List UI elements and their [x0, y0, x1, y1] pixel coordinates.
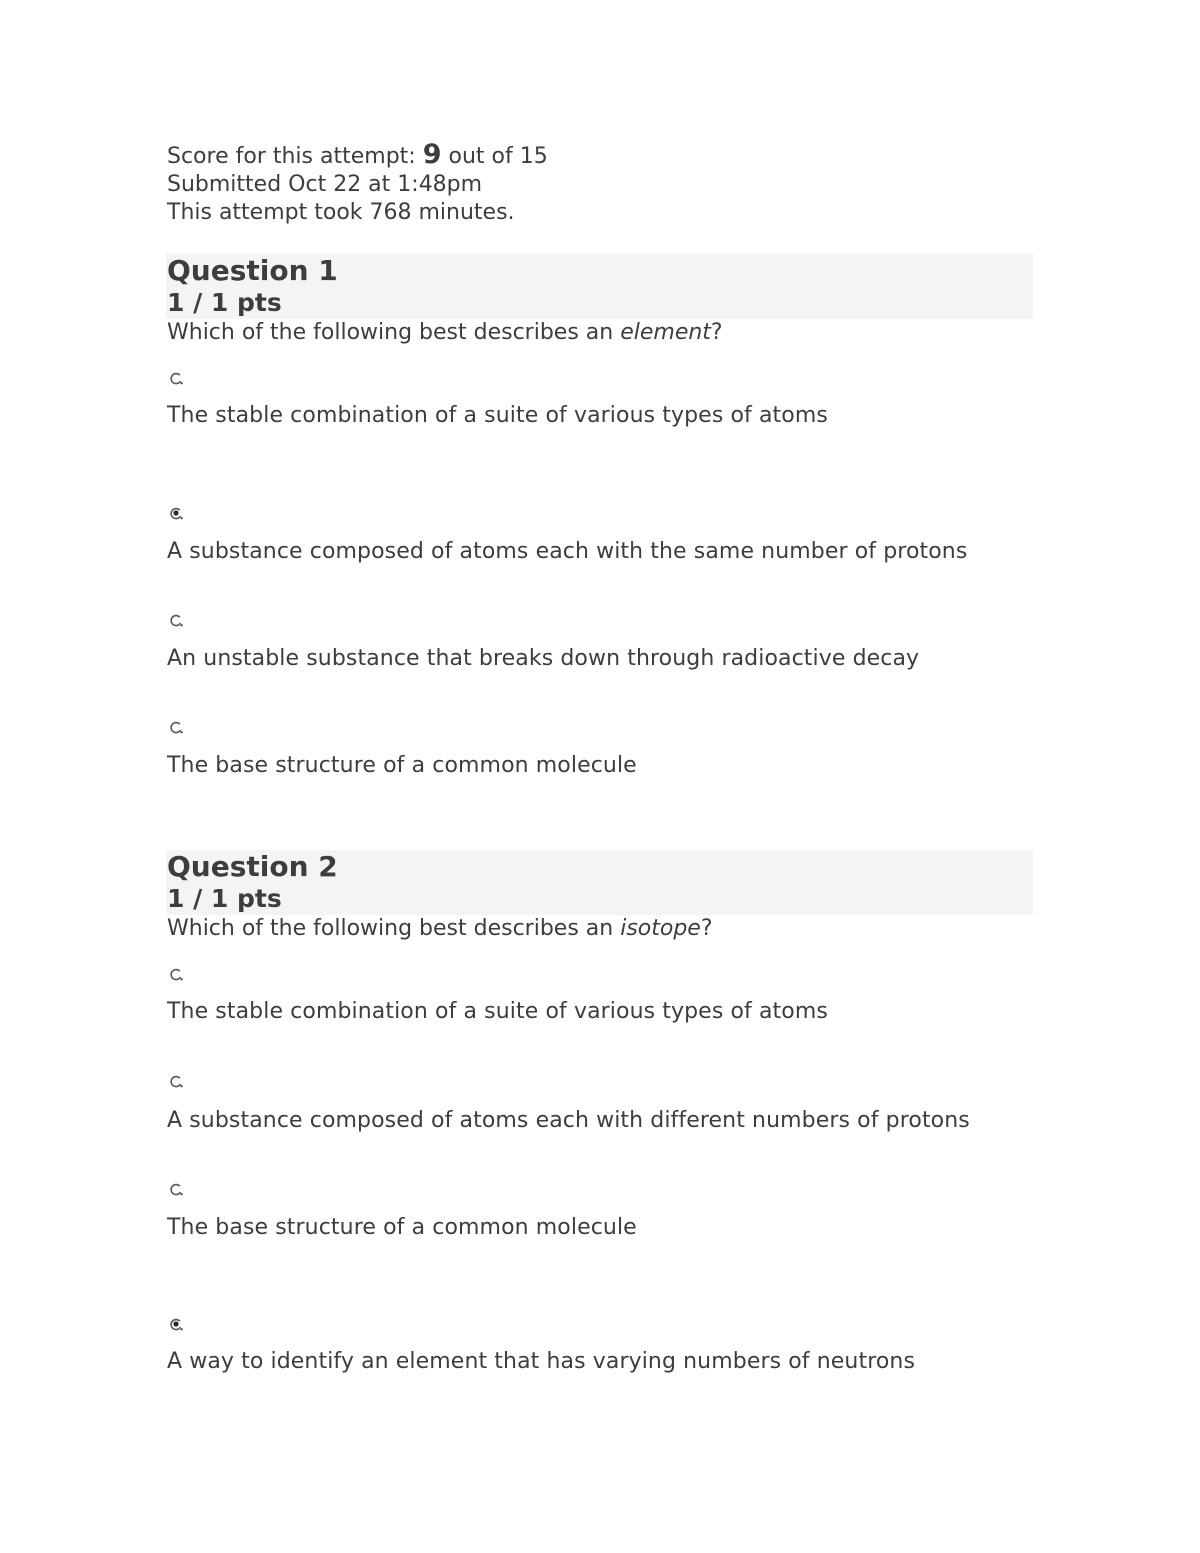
question-2-prompt-end: ?: [700, 916, 713, 941]
question-2-prompt: [167, 915, 713, 943]
question-1-prompt-text: Which of the following best describes an: [167, 320, 621, 345]
answer-q1-a3[interactable]: An unstable substance that breaks down through radioactive decay: [167, 646, 920, 671]
submitted-date: Submitted Oct 22 at 1:48pm: [167, 172, 483, 197]
answer-q2-a4[interactable]: A way to identify an element that has varying numbers of neutrons: [167, 1349, 916, 1374]
question-2-header: [166, 850, 1033, 915]
question-2-prompt-text: Which of the following best describes an: [167, 916, 621, 941]
question-2-points: 1 / 1 pts: [167, 884, 282, 913]
answer-q2-a2[interactable]: A substance composed of atoms each with different numbers of protons: [167, 1108, 970, 1133]
answer-q1-a1[interactable]: The stable combination of a suite of various types of atoms: [167, 403, 828, 428]
question-1-points: 1 / 1 pts: [167, 288, 282, 317]
question-1-prompt: [167, 319, 723, 347]
radio-q2-a2[interactable]: [169, 1074, 183, 1088]
score-line: [167, 141, 548, 171]
question-1-prompt-term: element: [620, 320, 711, 345]
radio-q2-a4-selected[interactable]: [169, 1317, 183, 1331]
radio-q1-a1[interactable]: [169, 371, 183, 385]
radio-q1-a4[interactable]: [169, 720, 183, 734]
question-1-header: [166, 254, 1033, 319]
score-label: Score for this attempt:: [167, 144, 423, 169]
question-1-title: Question 1: [167, 254, 338, 287]
answer-q1-a2[interactable]: A substance composed of atoms each with the same number of protons: [167, 539, 968, 564]
answer-q2-a1[interactable]: The stable combination of a suite of various types of atoms: [167, 999, 828, 1024]
score-value: 9: [422, 139, 442, 170]
score-total: out of 15: [441, 144, 548, 169]
question-1-prompt-end: ?: [710, 320, 723, 345]
radio-q2-a3[interactable]: [169, 1182, 183, 1196]
answer-q1-a4[interactable]: The base structure of a common molecule: [167, 753, 637, 778]
attempt-duration: This attempt took 768 minutes.: [167, 200, 515, 225]
radio-q1-a3[interactable]: [169, 613, 183, 627]
answer-q2-a3[interactable]: The base structure of a common molecule: [167, 1215, 637, 1240]
question-2-prompt-term: isotope: [620, 916, 701, 941]
question-2-title: Question 2: [167, 850, 338, 883]
radio-q1-a2-selected[interactable]: [169, 506, 183, 520]
radio-q2-a1[interactable]: [169, 967, 183, 981]
